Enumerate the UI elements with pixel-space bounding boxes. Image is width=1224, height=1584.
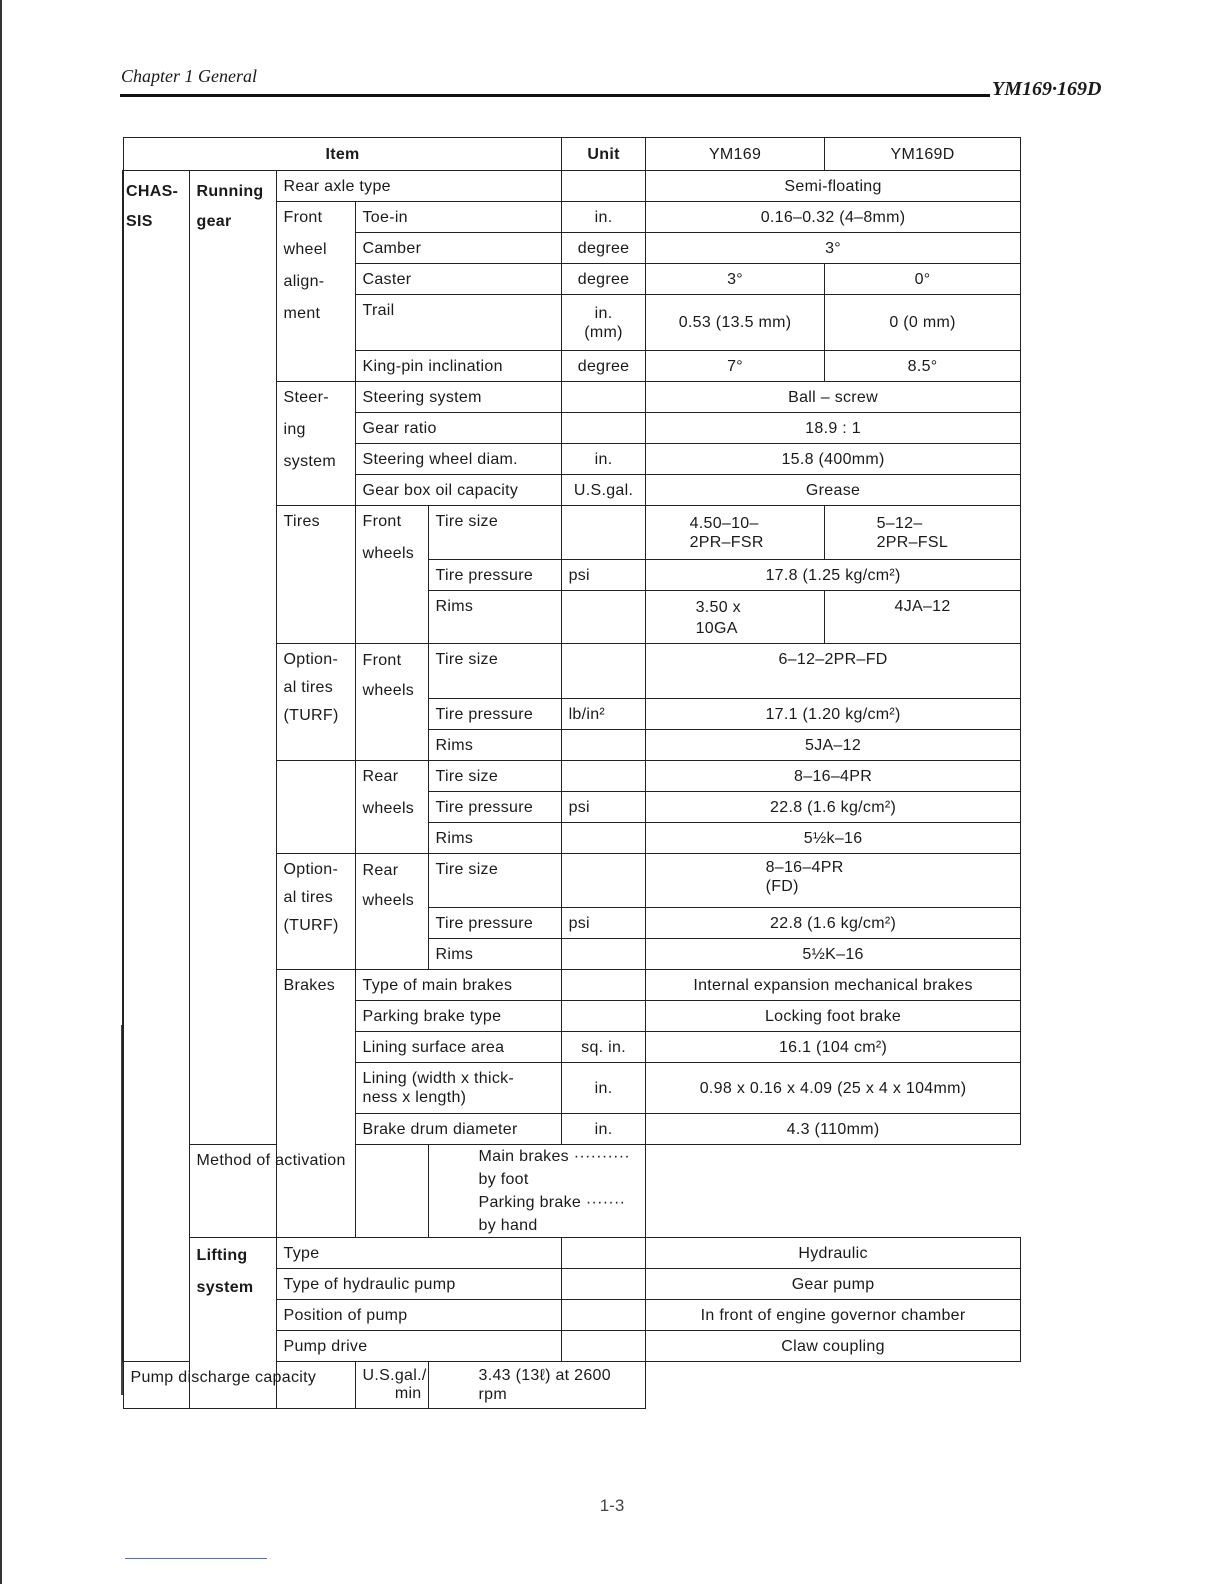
pump-position-label: Position of pump [276, 1300, 561, 1331]
group-front-wheel-alignment: Front wheel align- ment [276, 202, 355, 382]
unit [561, 823, 645, 854]
tire-size-ym169d: 5–12– 2PR–FSL [824, 506, 1020, 560]
lining-area-unit: sq. in. [561, 1032, 645, 1063]
rear-rims-value: 5½k–16 [645, 823, 1020, 854]
caster-label: Caster [355, 264, 561, 295]
wheel-diam-unit: in. [561, 444, 645, 475]
pump-position-value: In front of engine governor chamber [645, 1300, 1020, 1331]
gear-ratio-label: Gear ratio [355, 413, 561, 444]
pump-discharge-value: 3.43 (13ℓ) at 2600 rpm [428, 1362, 645, 1409]
table-row [123, 1362, 1020, 1409]
gear-ratio-value: 18.9 : 1 [645, 413, 1020, 444]
main-brakes-value: Internal expansion mechanical brakes [645, 970, 1020, 1001]
optional-front-wheels: Front wheels [355, 644, 428, 761]
footer-rule [125, 1558, 267, 1559]
opt-rear-pressure-value: 22.8 (1.6 kg/cm²) [645, 908, 1020, 939]
rear-tire-size-value: 8–16–4PR [645, 761, 1020, 792]
unit [355, 1145, 428, 1238]
lining-dims-unit: in. [561, 1063, 645, 1114]
group-chassis: CHAS- SIS [123, 171, 189, 1362]
col-item: Item [123, 138, 561, 171]
opt-front-rims-label: Rims [428, 730, 561, 761]
opt-front-pressure-label: Tire pressure [428, 699, 561, 730]
opt-rear-pressure-label: Tire pressure [428, 908, 561, 939]
lining-dims-value: 0.98 x 0.16 x 4.09 (25 x 4 x 104mm) [645, 1063, 1020, 1114]
tire-size-ym169: 4.50–10– 2PR–FSR [645, 506, 824, 560]
unit [561, 1001, 645, 1032]
tire-pressure-value: 17.8 (1.25 kg/cm²) [645, 560, 1020, 591]
group-tires: Tires [276, 506, 355, 644]
caster-unit: degree [561, 264, 645, 295]
tire-pressure-label: Tire pressure [428, 560, 561, 591]
chapter-title: Chapter 1 General [121, 66, 257, 86]
col-ym169: YM169 [645, 138, 824, 171]
trail-ym169d: 0 (0 mm) [824, 295, 1020, 351]
parking-brake-label: Parking brake type [355, 1001, 561, 1032]
col-unit: Unit [561, 138, 645, 171]
col-ym169d: YM169D [824, 138, 1020, 171]
camber-label: Camber [355, 233, 561, 264]
opt-rear-rims-label: Rims [428, 939, 561, 970]
caster-ym169d: 0° [824, 264, 1020, 295]
rear-pressure-label: Tire pressure [428, 792, 561, 823]
page-number: 1-3 [599, 1496, 625, 1515]
pump-type-label: Type of hydraulic pump [276, 1269, 561, 1300]
pump-type-value: Gear pump [645, 1269, 1020, 1300]
activation-value: Main brakes ·········· by foot Parking brake ······· by hand [428, 1145, 645, 1238]
unit [561, 413, 645, 444]
opt-front-rims-value: 5JA–12 [645, 730, 1020, 761]
opt-rear-tire-size-label: Tire size [428, 854, 561, 908]
camber-value: 3° [645, 233, 1020, 264]
trail-unit: in. (mm) [561, 295, 645, 351]
opt-rear-pressure-unit: psi [561, 908, 645, 939]
rear-axle-label: Rear axle type [276, 171, 561, 202]
rear-pressure-unit: psi [561, 792, 645, 823]
header-rule [120, 94, 990, 97]
oil-capacity-unit: U.S.gal. [561, 475, 645, 506]
opt-front-pressure-value: 17.1 (1.20 kg/cm²) [645, 699, 1020, 730]
lining-dims-label: Lining (width x thick- ness x length) [355, 1063, 561, 1114]
trail-ym169: 0.53 (13.5 mm) [645, 295, 824, 351]
rear-axle-value: Semi-floating [645, 171, 1020, 202]
lift-type-label: Type [276, 1238, 561, 1269]
group-lifting-system: Lifting system [189, 1238, 276, 1409]
wheel-diam-label: Steering wheel diam. [355, 444, 561, 475]
unit [561, 506, 645, 560]
rims-ym169: 3.50 x 10GA [645, 591, 824, 644]
pump-discharge-unit: U.S.gal./ min [355, 1362, 428, 1409]
drum-diameter-value: 4.3 (110mm) [645, 1114, 1020, 1145]
toe-in-value: 0.16–0.32 (4–8mm) [645, 202, 1020, 233]
rear-wheels: Rear wheels [355, 761, 428, 854]
unit [561, 591, 645, 644]
kingpin-unit: degree [561, 351, 645, 382]
unit [561, 730, 645, 761]
toe-in-label: Toe-in [355, 202, 561, 233]
unit [561, 1238, 645, 1269]
camber-unit: degree [561, 233, 645, 264]
caster-ym169: 3° [645, 264, 824, 295]
table-row [123, 1238, 1020, 1269]
spec-table [122, 137, 1021, 1409]
optional-rear-wheels: Rear wheels [355, 854, 428, 970]
group-running-gear: Running gear [189, 171, 276, 1145]
oil-capacity-label: Gear box oil capacity [355, 475, 561, 506]
oil-capacity-value: Grease [645, 475, 1020, 506]
lining-area-label: Lining surface area [355, 1032, 561, 1063]
tire-size-label: Tire size [428, 506, 561, 560]
rims-label: Rims [428, 591, 561, 644]
page-left-edge [0, 0, 2, 1584]
unit [561, 1331, 645, 1362]
unit [561, 761, 645, 792]
kingpin-ym169d: 8.5° [824, 351, 1020, 382]
opt-front-tire-size-value: 6–12–2PR–FD [645, 644, 1020, 699]
parking-brake-value: Locking foot brake [645, 1001, 1020, 1032]
unit [561, 854, 645, 908]
group-optional-tires-rear: Option- al tires (TURF) [276, 854, 355, 970]
activation-label: Method of activation [189, 1145, 355, 1238]
drum-diameter-label: Brake drum diameter [355, 1114, 561, 1145]
trail-label: Trail [355, 295, 561, 351]
kingpin-label: King-pin inclination [355, 351, 561, 382]
pump-discharge-label: Pump discharge capacity [123, 1362, 355, 1409]
empty-cell [276, 761, 355, 854]
unit [561, 1300, 645, 1331]
lining-area-value: 16.1 (104 cm²) [645, 1032, 1020, 1063]
wheel-diam-value: 15.8 (400mm) [645, 444, 1020, 475]
rims-ym169d: 4JA–12 [824, 591, 1020, 644]
group-steering-system: Steer- ing system [276, 382, 355, 506]
unit [561, 939, 645, 970]
group-optional-tires-front: Option- al tires (TURF) [276, 644, 355, 761]
group-brakes: Brakes [276, 970, 355, 1238]
unit [561, 644, 645, 699]
drum-diameter-unit: in. [561, 1114, 645, 1145]
opt-front-tire-size-label: Tire size [428, 644, 561, 699]
opt-front-pressure-unit: lb/in² [561, 699, 645, 730]
model-title: YM169·169D [992, 78, 1102, 100]
unit [561, 382, 645, 413]
main-brakes-label: Type of main brakes [355, 970, 561, 1001]
steering-system-value: Ball – screw [645, 382, 1020, 413]
lift-type-value: Hydraulic [645, 1238, 1020, 1269]
unit [561, 1269, 645, 1300]
unit [561, 171, 645, 202]
unit [561, 970, 645, 1001]
tires-front-wheels: Front wheels [355, 506, 428, 644]
table-row [123, 171, 1020, 202]
rear-pressure-value: 22.8 (1.6 kg/cm²) [645, 792, 1020, 823]
table-row [123, 1145, 1020, 1238]
pump-drive-label: Pump drive [276, 1331, 561, 1362]
tire-pressure-unit: psi [561, 560, 645, 591]
toe-in-unit: in. [561, 202, 645, 233]
pump-drive-value: Claw coupling [645, 1331, 1020, 1362]
rear-rims-label: Rims [428, 823, 561, 854]
opt-rear-tire-size-value: 8–16–4PR (FD) [645, 854, 1020, 908]
rear-tire-size-label: Tire size [428, 761, 561, 792]
kingpin-ym169: 7° [645, 351, 824, 382]
header-row [123, 138, 1020, 171]
steering-system-label: Steering system [355, 382, 561, 413]
opt-rear-rims-value: 5½K–16 [645, 939, 1020, 970]
